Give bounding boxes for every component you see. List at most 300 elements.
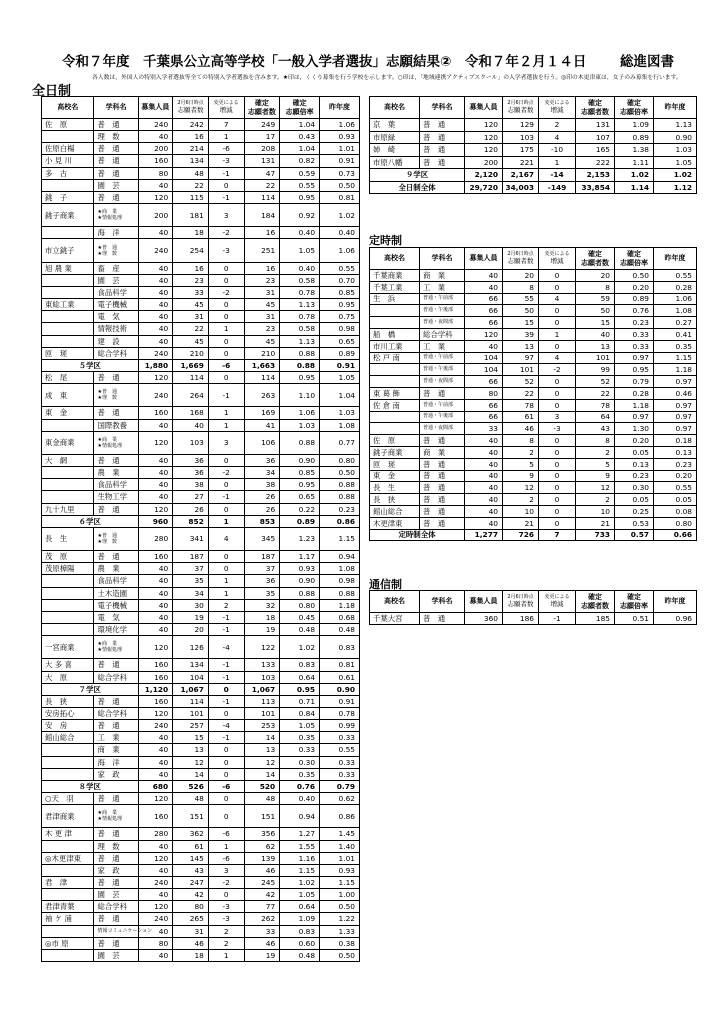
school-name: 館山総合 — [370, 505, 420, 517]
course-name: 畜 産 — [94, 262, 138, 274]
last-year-cell: 0.18 — [654, 435, 697, 447]
ratio-cell: 1.17 — [280, 551, 320, 563]
table-row — [42, 491, 360, 503]
change-cell: -4 — [208, 636, 244, 659]
applicants-cell: 36 — [173, 455, 209, 467]
final-cell: 101 — [244, 707, 280, 719]
ratio-cell: 1.02 — [280, 636, 320, 659]
course-name: 建 設 — [94, 335, 138, 347]
change-cell: 1 — [208, 515, 244, 527]
applicants-cell: 61 — [173, 840, 209, 852]
ratio-cell: 0.35 — [280, 768, 320, 780]
final-cell: 20 — [576, 270, 615, 282]
quota-cell: 40 — [465, 446, 503, 458]
final-cell: 35 — [244, 587, 280, 599]
quota-cell: 240 — [138, 720, 173, 732]
col-ratio-note: 確定 — [627, 98, 641, 107]
table-row — [42, 623, 360, 635]
col-applicants-note: 2月6日時点 — [507, 594, 534, 600]
final-cell: 23 — [244, 274, 280, 286]
change-cell: 1 — [208, 575, 244, 587]
table-row — [42, 299, 360, 311]
quota-cell: 66 — [465, 317, 503, 329]
table-row — [370, 399, 697, 411]
last-year-cell: 0.96 — [654, 613, 697, 625]
ratio-cell: 1.10 — [280, 384, 320, 407]
ratio-cell: 0.35 — [280, 732, 320, 744]
last-year-cell: 1.06 — [320, 119, 360, 131]
table-row — [42, 805, 360, 828]
course-name: 普 通 — [94, 371, 138, 383]
quota-cell: 40 — [138, 623, 173, 635]
change-cell: 1 — [208, 949, 244, 961]
change-cell: -3 — [208, 913, 244, 925]
last-year-cell: 0.35 — [654, 340, 697, 352]
last-year-cell: 0.91 — [320, 695, 360, 707]
ratio-cell: 1.05 — [280, 889, 320, 901]
final-cell: 210 — [244, 347, 280, 359]
applicants-cell: 15 — [503, 317, 539, 329]
final-cell: 122 — [244, 636, 280, 659]
last-year-cell: 1.15 — [654, 352, 697, 364]
quota-cell: 40 — [465, 270, 503, 282]
applicants-cell: 526 — [173, 780, 209, 792]
last-year-cell: 0.38 — [320, 937, 360, 949]
quota-cell: 160 — [138, 671, 173, 683]
quota-cell: 160 — [138, 551, 173, 563]
table-row — [370, 423, 697, 435]
school-name — [370, 364, 420, 376]
quota-cell: 680 — [138, 780, 173, 792]
school-name: 袖 ケ 浦 — [42, 913, 94, 925]
final-cell: 113 — [244, 695, 280, 707]
school-name — [42, 467, 94, 479]
course-name: 生物工学 — [94, 491, 138, 503]
change-cell: 0 — [208, 563, 244, 575]
quota-cell: 29,720 — [465, 181, 503, 194]
table-row — [370, 376, 697, 388]
last-year-cell: 0.33 — [320, 756, 360, 768]
ratio-cell: 0.97 — [615, 411, 654, 423]
table-row — [42, 155, 360, 167]
quota-cell: 80 — [465, 387, 503, 399]
change-cell: 7 — [208, 119, 244, 131]
ratio-cell: 0.40 — [280, 792, 320, 804]
last-year-cell: 0.68 — [320, 611, 360, 623]
table-row — [42, 792, 360, 804]
final-cell: 16 — [244, 262, 280, 274]
quota-cell: 120 — [138, 191, 173, 203]
ratio-cell: 1.18 — [615, 399, 654, 411]
applicants-cell: 31 — [173, 311, 209, 323]
final-cell: 1,663 — [244, 359, 280, 371]
change-cell: 0 — [539, 517, 576, 529]
applicants-cell: 22 — [173, 179, 209, 191]
school-name: 京 葉 — [370, 119, 420, 132]
course-name: 総合学科 — [94, 707, 138, 719]
change-cell: -1 — [208, 623, 244, 635]
ratio-cell: 1.30 — [615, 423, 654, 435]
table-row — [42, 659, 360, 671]
final-cell: 356 — [244, 828, 280, 840]
ratio-cell: 0.45 — [280, 611, 320, 623]
course-name-1: ★商 業 — [97, 810, 117, 817]
applicants-cell: 34 — [173, 587, 209, 599]
applicants-cell: 134 — [173, 155, 209, 167]
quota-cell: 66 — [465, 305, 503, 317]
table-row — [370, 435, 697, 447]
school-name — [42, 925, 94, 937]
course-name: 普 通 — [420, 144, 465, 157]
final-cell: 64 — [576, 411, 615, 423]
final-cell: 18 — [244, 611, 280, 623]
col-change-note: 変更による — [544, 251, 570, 257]
final-cell: 106 — [244, 431, 280, 454]
final-cell: 345 — [244, 527, 280, 550]
ratio-cell: 1.11 — [615, 156, 654, 169]
table-row — [42, 371, 360, 383]
last-year-cell: 0.55 — [320, 262, 360, 274]
change-cell: 1 — [208, 131, 244, 143]
final-cell: 114 — [244, 191, 280, 203]
change-cell: -4 — [208, 720, 244, 732]
school-name — [370, 376, 420, 388]
last-year-cell: 1.08 — [320, 563, 360, 575]
change-cell: 0 — [208, 335, 244, 347]
school-name: 佐 原 — [42, 119, 94, 131]
applicants-cell: 214 — [173, 143, 209, 155]
change-cell: 0 — [539, 399, 576, 411]
final-cell: 262 — [244, 913, 280, 925]
applicants-cell: 242 — [173, 119, 209, 131]
change-cell: 0 — [208, 889, 244, 901]
table-row — [42, 179, 360, 191]
course-name — [94, 384, 138, 407]
last-year-cell: 0.13 — [654, 446, 697, 458]
ratio-cell: 0.40 — [280, 262, 320, 274]
last-year-cell: 1.08 — [654, 305, 697, 317]
table-row — [42, 191, 360, 203]
table-row — [42, 768, 360, 780]
course-name: 普通・午後部 — [420, 364, 465, 376]
school-name: 木更津東 — [370, 517, 420, 529]
applicants-cell: 30 — [173, 599, 209, 611]
quota-cell: 280 — [138, 828, 173, 840]
ratio-cell: 1.38 — [615, 144, 654, 157]
course-name — [94, 431, 138, 454]
zennichi-table-right — [369, 96, 697, 194]
ratio-cell: 0.59 — [280, 167, 320, 179]
table-row — [42, 479, 360, 491]
change-cell: -14 — [539, 169, 576, 182]
course-name: 普 通 — [420, 505, 465, 517]
final-cell: 107 — [576, 131, 615, 144]
subtotal-row — [42, 780, 360, 792]
course-name: 普 通 — [420, 613, 465, 625]
quota-cell: 1,277 — [465, 529, 503, 541]
applicants-cell: 221 — [503, 156, 539, 169]
applicants-cell: 129 — [503, 119, 539, 132]
table-row — [42, 287, 360, 299]
applicants-cell: 264 — [173, 384, 209, 407]
final-cell: 9 — [576, 470, 615, 482]
course-name: 土木造園 — [94, 587, 138, 599]
change-cell: -1 — [208, 671, 244, 683]
school-name: 君津青葉 — [42, 901, 94, 913]
table-row — [370, 387, 697, 399]
course-name: 普 通 — [94, 720, 138, 732]
change-cell: -3 — [539, 423, 576, 435]
quota-cell: 40 — [138, 756, 173, 768]
quota-cell: 40 — [138, 840, 173, 852]
final-cell: 131 — [244, 155, 280, 167]
applicants-cell: 27 — [173, 491, 209, 503]
last-year-cell: 0.93 — [320, 864, 360, 876]
last-year-cell: 0.80 — [320, 455, 360, 467]
subtotal-row — [42, 515, 360, 527]
table-row — [42, 347, 360, 359]
ratio-cell: 0.13 — [615, 458, 654, 470]
quota-cell: 200 — [138, 203, 173, 226]
last-year-cell: 0.50 — [320, 179, 360, 191]
ratio-cell: 1.15 — [280, 864, 320, 876]
final-cell: 151 — [244, 805, 280, 828]
applicants-cell: 23 — [173, 274, 209, 286]
ratio-cell: 0.71 — [280, 695, 320, 707]
course-name: 工 業 — [420, 281, 465, 293]
quota-cell: 33 — [465, 423, 503, 435]
course-name: 普 通 — [94, 695, 138, 707]
course-name: 園 芸 — [94, 179, 138, 191]
final-cell: 8 — [576, 435, 615, 447]
table-row — [370, 482, 697, 494]
applicants-cell: 126 — [173, 636, 209, 659]
course-name: 普通・夜間部 — [420, 317, 465, 329]
school-name — [42, 768, 94, 780]
last-year-cell: 1.02 — [320, 203, 360, 226]
table-row — [370, 458, 697, 470]
ratio-cell: 1.55 — [280, 840, 320, 852]
table-row — [42, 335, 360, 347]
school-name: 銚子商業 — [42, 203, 94, 226]
quota-cell: 40 — [138, 889, 173, 901]
course-name: 食品科学 — [94, 575, 138, 587]
quota-cell: 104 — [465, 352, 503, 364]
applicants-cell: 247 — [173, 876, 209, 888]
quota-cell: 160 — [138, 407, 173, 419]
header-row — [370, 97, 697, 119]
subtotal-label: ５学区 — [42, 359, 139, 371]
applicants-cell: 181 — [173, 203, 209, 226]
ratio-cell: 0.23 — [615, 470, 654, 482]
ratio-cell: 0.58 — [280, 274, 320, 286]
final-cell: 26 — [244, 491, 280, 503]
change-cell: -1 — [539, 613, 576, 625]
school-name — [42, 575, 94, 587]
final-cell: 12 — [576, 482, 615, 494]
quota-cell: 120 — [138, 431, 173, 454]
ratio-cell: 0.76 — [280, 780, 320, 792]
col-final-note: 確定 — [254, 98, 269, 107]
total-label: 全日制全体 — [370, 181, 465, 194]
subtotal-label: ８学区 — [42, 780, 139, 792]
final-cell: 184 — [244, 203, 280, 226]
ratio-cell: 0.93 — [280, 563, 320, 575]
quota-cell: 120 — [465, 119, 503, 132]
quota-cell: 40 — [465, 281, 503, 293]
change-cell: 1 — [539, 328, 576, 340]
final-cell: 245 — [244, 876, 280, 888]
applicants-cell: 186 — [503, 613, 539, 625]
course-name-2: ★情報処理 — [97, 215, 122, 222]
col-course: 学科名 — [420, 248, 465, 270]
ratio-cell: 1.23 — [280, 527, 320, 550]
header-row — [42, 97, 360, 119]
quota-cell: 1,880 — [138, 359, 173, 371]
col-change-label: 増減 — [550, 106, 564, 114]
quota-cell: 40 — [138, 299, 173, 311]
last-year-cell: 0.90 — [320, 683, 360, 695]
change-cell: 0 — [208, 311, 244, 323]
ratio-cell: 0.30 — [280, 756, 320, 768]
ratio-cell: 0.83 — [280, 925, 320, 937]
change-cell: -2 — [539, 364, 576, 376]
last-year-cell: 1.13 — [654, 119, 697, 132]
table-row — [42, 840, 360, 852]
change-cell: 1 — [208, 840, 244, 852]
ratio-cell: 0.76 — [615, 305, 654, 317]
course-name: 情報技術 — [94, 323, 138, 335]
applicants-cell: 14 — [173, 768, 209, 780]
course-name: 普通・午後部 — [420, 305, 465, 317]
change-cell: -3 — [208, 901, 244, 913]
table-row — [42, 203, 360, 226]
col-ratio — [280, 97, 320, 119]
table-row — [370, 470, 697, 482]
last-year-cell: 0.79 — [320, 780, 360, 792]
final-cell: 36 — [244, 575, 280, 587]
course-name: 電 気 — [94, 611, 138, 623]
applicants-cell: 115 — [173, 191, 209, 203]
change-cell: 3 — [208, 864, 244, 876]
applicants-cell: 2 — [503, 494, 539, 506]
change-cell: 0 — [539, 281, 576, 293]
quota-cell: 40 — [138, 587, 173, 599]
course-name-1: ★普 通 — [97, 244, 117, 251]
ratio-cell: 1.04 — [280, 119, 320, 131]
col-school: 高校名 — [370, 591, 420, 613]
last-year-cell: 0.98 — [320, 323, 360, 335]
school-name: 東 金 — [42, 407, 94, 419]
last-year-cell: 1.00 — [320, 889, 360, 901]
course-name: 普 通 — [94, 792, 138, 804]
table-row — [42, 695, 360, 707]
quota-cell: 240 — [138, 913, 173, 925]
table-row — [42, 901, 360, 913]
quota-cell: 360 — [465, 613, 503, 625]
final-cell: 99 — [576, 364, 615, 376]
applicants-cell: 12 — [503, 482, 539, 494]
table-row — [42, 143, 360, 155]
ratio-cell: 0.80 — [280, 599, 320, 611]
ratio-cell: 0.48 — [280, 949, 320, 961]
final-cell: 45 — [244, 299, 280, 311]
change-cell: 4 — [539, 352, 576, 364]
ratio-cell: 0.50 — [615, 270, 654, 282]
ratio-cell: 0.64 — [280, 671, 320, 683]
quota-cell: 40 — [465, 435, 503, 447]
course-name: 商 業 — [94, 744, 138, 756]
ratio-cell: 0.05 — [615, 494, 654, 506]
header-row — [370, 248, 697, 270]
applicants-cell: 114 — [173, 371, 209, 383]
col-ratio-note: 確定 — [627, 249, 641, 258]
applicants-cell: 13 — [503, 340, 539, 352]
ratio-cell: 1.05 — [280, 239, 320, 262]
last-year-cell: 0.88 — [320, 491, 360, 503]
change-cell: 0 — [208, 347, 244, 359]
col-final-label: 志願者数 — [581, 107, 609, 116]
quota-cell: 40 — [138, 949, 173, 961]
table-row — [42, 671, 360, 683]
school-name: 長 狭 — [42, 695, 94, 707]
col-school: 高校名 — [42, 97, 94, 119]
final-cell: 31 — [244, 287, 280, 299]
teiji-table — [369, 247, 697, 541]
change-cell: 0 — [539, 482, 576, 494]
col-ratio — [615, 97, 654, 119]
school-name: 多 古 — [42, 167, 94, 179]
change-cell: 7 — [539, 529, 576, 541]
table-row — [370, 144, 697, 157]
table-row — [42, 419, 360, 431]
final-cell: 5 — [576, 458, 615, 470]
final-cell: 12 — [244, 756, 280, 768]
applicants-cell: 145 — [173, 852, 209, 864]
quota-cell: 240 — [138, 239, 173, 262]
final-cell: 22 — [244, 179, 280, 191]
applicants-cell: 362 — [173, 828, 209, 840]
ratio-cell: 1.16 — [280, 852, 320, 864]
change-cell: -6 — [208, 828, 244, 840]
col-change-label: 増減 — [550, 600, 564, 608]
last-year-cell: 0.05 — [654, 494, 697, 506]
col-quota: 募集人員 — [465, 248, 503, 270]
applicants-cell: 16 — [173, 131, 209, 143]
applicants-cell: 37 — [173, 563, 209, 575]
last-year-cell: 0.85 — [320, 287, 360, 299]
course-name: 普通・夜間部 — [420, 423, 465, 435]
quota-cell: 120 — [138, 792, 173, 804]
last-year-cell: 1.12 — [654, 181, 697, 194]
col-quota: 募集人員 — [138, 97, 173, 119]
final-cell: 47 — [244, 167, 280, 179]
last-year-cell: 0.08 — [654, 505, 697, 517]
change-cell: -1 — [208, 695, 244, 707]
applicants-cell: 15 — [173, 732, 209, 744]
quota-cell: 40 — [138, 311, 173, 323]
last-year-cell: 1.15 — [320, 527, 360, 550]
col-final — [244, 97, 280, 119]
applicants-cell: 16 — [173, 262, 209, 274]
change-cell: 1 — [539, 156, 576, 169]
school-name — [370, 305, 420, 317]
school-name — [42, 599, 94, 611]
applicants-cell: 21 — [503, 517, 539, 529]
course-name — [94, 805, 138, 828]
course-name-2: ★理 数 — [97, 250, 117, 257]
quota-cell: 40 — [138, 491, 173, 503]
